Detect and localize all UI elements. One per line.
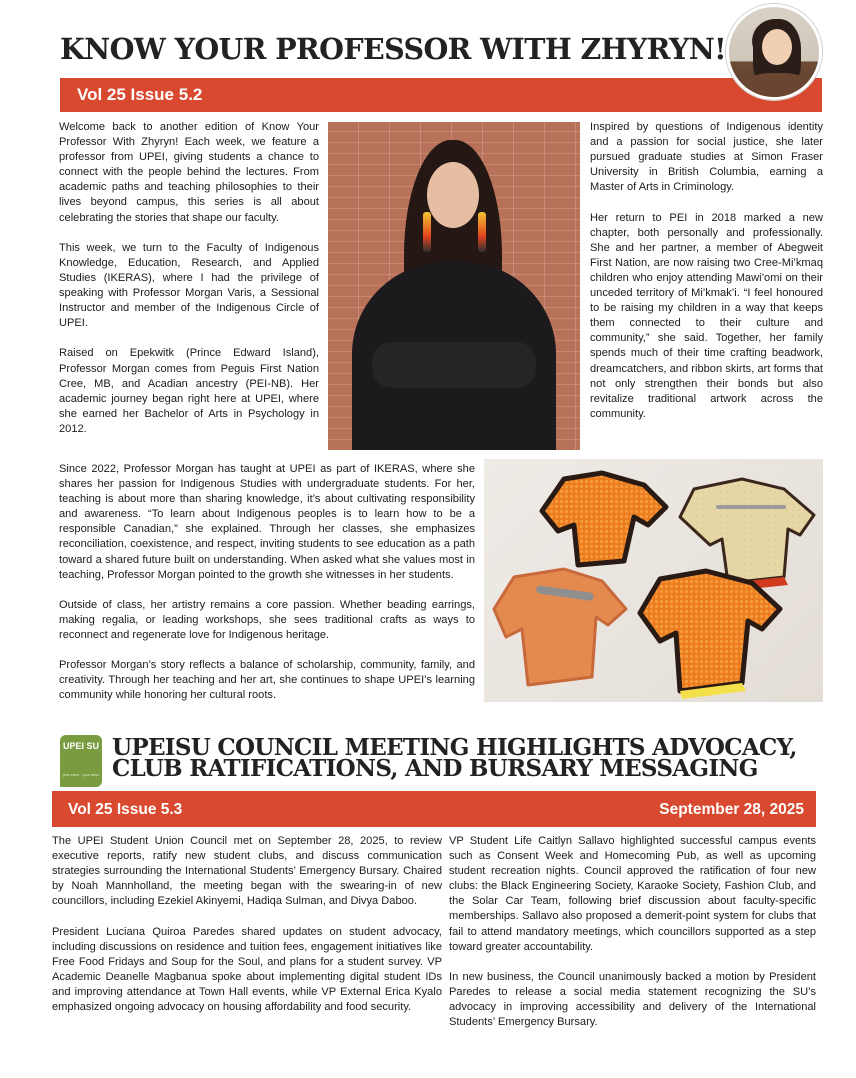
headline-line-2: CLUB RATIFICATIONS, AND BURSARY MESSAGING: [112, 755, 758, 782]
paragraph: The UPEI Student Union Council met on September 28, 2025, to review executive reports, ratify new student clubs, and discuss communication strategies surrounding the International Students’ Emergency Bursary. Chaired by Noah Mannholland, the meeting began with the swearing-in of new councillors, including Ezekiel Akinyemi, Hadiqa Sulman, and Divya Daboo.: [52, 835, 442, 908]
paragraph: President Luciana Quiroa Paredes shared updates on student advocacy, including discussions on residence and tuition fees, engagement initiatives like Free Food Fridays and Soup for the Soul, and plans for a student survey. VP Academic Deanelle Magbanua spoke about implementing digital student IDs and improving attendance at Town Hall events, while VP External Erica Kyalo emphasized ongoing advocacy on housing affordability and food security.: [52, 925, 442, 1014]
paragraph: Welcome back to another edition of Know Your Professor With Zhyryn! Each week, we feature a professor from UPEI, giving students a chance to connect with the people behind the lectures. From academic paths and teaching philosophies to their lives beyond campus, this series is all about celebrating the stories that shape our faculty.: [59, 121, 319, 224]
paragraph: Professor Morgan’s story reflects a balance of scholarship, community, family, and creativity. Through her teaching and her art, she continues to shape UPEI’s learning community while honoring her cultural roots.: [59, 659, 475, 702]
logo-text: UPEI SU: [62, 741, 99, 751]
paragraph: Her return to PEI in 2018 marked a new chapter, both personally and professionally. She and her partner, a member of Abegweit First Nation, are now raising two Cree-Mi’kmaq children who enjoy attending Mawi’omi on their unceded territory of Mi’kmak’i. “I feel honoured to be raising my children in a way that keeps them connected to their culture and community,” she said. Together, her family spends much of their time crafting beadwork, dreamcatchers, and ribbon skirts, art forms that not only strengthen their bonds but also revitalize traditional artwork across the community.: [590, 211, 823, 420]
paragraph: Since 2022, Professor Morgan has taught at UPEI as part of IKERAS, where she shares her passion for Indigenous Studies with undergraduate students. For her, teaching is about more than sharing knowledge, it’s about cultivating responsibility and awareness. “To learn about Indigenous peoples is to learn how to be a responsible Canadian,” she explained. Through her classes, she emphasizes reconciliation, coexistence, and respect, inviting students to see education as a path toward a shared future built on understanding. When asked what she values most in teaching, Professor Morgan pointed to the growth she witnesses in her students.: [59, 463, 475, 581]
paragraph: In new business, the Council unanimously backed a motion by President Paredes to release a social media statement recognizing the SU’s advocacy in improving accessibility and delivery of the International Students’ Emergency Bursary.: [449, 970, 816, 1029]
issue-bar-2: [52, 791, 816, 827]
headline-line-1: UPEISU COUNCIL MEETING HIGHLIGHTS ADVOCACY,: [112, 734, 797, 761]
issue-label-2: Vol 25 Issue 5.3: [68, 801, 183, 818]
article-column-left: [59, 120, 319, 437]
beaded-shirts-illustration: [484, 459, 823, 702]
article-headline-2: [112, 734, 832, 782]
article-column-bottom: [59, 462, 475, 704]
logo-tagline: your voice... your union: [62, 773, 100, 777]
paragraph: Inspired by questions of Indigenous identity and a passion for social justice, she later pursued graduate studies at Simon Fraser University in British Columbia, earning a Master of Arts in Criminology.: [590, 121, 823, 194]
professor-photo: [328, 122, 580, 450]
upeisu-logo: [60, 735, 102, 787]
issue-bar: [60, 78, 822, 112]
article2-column-right: [449, 834, 816, 1030]
article-headline: KNOW YOUR PROFESSOR WITH ZHYRYN!: [60, 32, 727, 66]
article2-column-left: [52, 834, 442, 1015]
issue-label: Vol 25 Issue 5.2: [77, 85, 203, 104]
paragraph: Outside of class, her artistry remains a core passion. Whether beading earrings, making regalia, or leading workshops, she sees traditional crafts as ways to reconnect and regenerate love for Indigenous heritage.: [59, 598, 475, 642]
beadwork-photo: [484, 459, 823, 702]
issue-date: September 28, 2025: [659, 801, 804, 818]
paragraph: VP Student Life Caitlyn Sallavo highlighted successful campus events such as Consent Week and Homecoming Pub, as well as upcoming student recreation nights. Council approved the ratification of four new clubs: the Black Engineering Society, Karaoke Society, Fashion Club, and the Solar Car Team, following brief discussion about faculty-specific memberships. Sallavo also proposed a demerit-point system for clubs that fail to attend mandatory meetings, which councillors supported as a step toward greater accountability.: [449, 835, 816, 953]
paragraph: Raised on Epekwitk (Prince Edward Island), Professor Morgan comes from Peguis First Nation Cree, MB, and Acadian ancestry (PEI-NB). Her academic journey began right here at UPEI, where she earned her Bachelor of Arts in Psychology in 2012.: [59, 347, 319, 435]
author-avatar: [726, 4, 822, 100]
article-column-right: [590, 120, 823, 422]
paragraph: This week, we turn to the Faculty of Indigenous Knowledge, Education, Research, and Applied Studies (IKERAS), where I had the privilege of speaking with Professor Morgan Varis, a Sessional Instructor and member of the Indigenous Circle of UPEI.: [59, 241, 319, 330]
